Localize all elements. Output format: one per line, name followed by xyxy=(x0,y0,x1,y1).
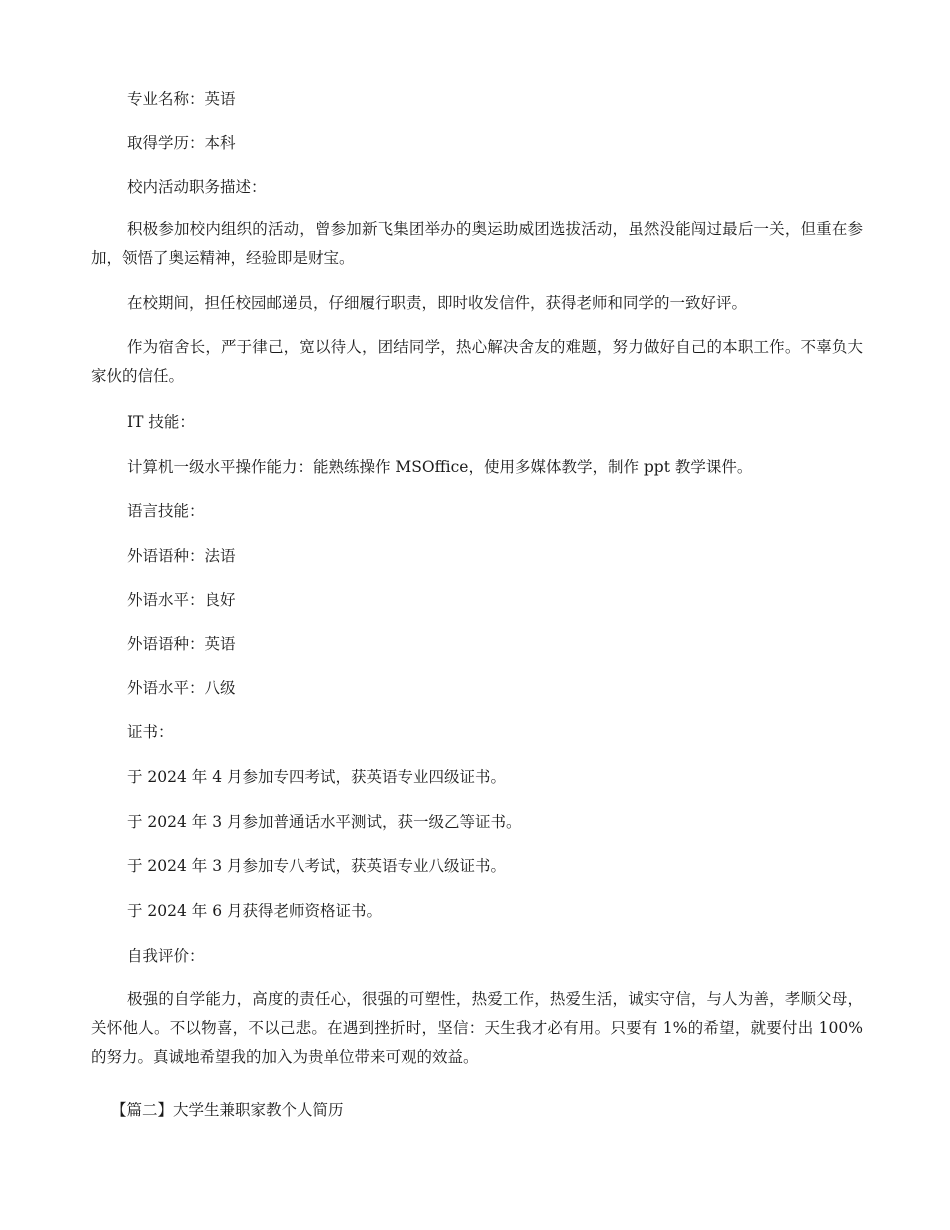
next-section-title: 【篇二】大学生兼职家教个人简历 xyxy=(111,1101,344,1119)
certificate-line-3: 于 2024 年 3 月参加专八考试，获英语专业八级证书。 xyxy=(127,857,507,875)
activity-paragraph-3: 作为宿舍长，严于律己，宽以待人，团结同学，热心解决舍友的难题，努力做好自己的本职工作。不辜负大家伙的信任。 xyxy=(91,338,863,385)
it-skill-line: 计算机一级水平操作能力：能熟练操作 MSOffice，使用多媒体教学，制作 ppt 教学课件。 xyxy=(127,458,753,476)
language-skills-heading: 语言技能： xyxy=(127,502,205,520)
language-line-1: 外语语种：法语 xyxy=(127,547,236,565)
language-line-4: 外语水平：八级 xyxy=(127,679,236,697)
self-evaluation-paragraph: 极强的自学能力，高度的责任心，很强的可塑性，热爱工作，热爱生活，诚实守信，与人为善，孝顺父母，关怀他人。不以物喜，不以己悲。在遇到挫折时，坚信：天生我才必有用。只要有 1%的希望，就要付出 100%的努力。真诚地希望我的加入为贵单位带来可观的效益。 xyxy=(91,990,863,1066)
language-line-3: 外语语种：英语 xyxy=(127,635,236,653)
degree-line: 取得学历：本科 xyxy=(127,134,236,152)
activity-paragraph-1: 积极参加校内组织的活动，曾参加新飞集团举办的奥运助威团选拔活动，虽然没能闯过最后一关，但重在参加，领悟了奥运精神，经验即是财宝。 xyxy=(91,220,863,267)
certificates-heading: 证书： xyxy=(127,723,174,741)
activities-heading: 校内活动职务描述： xyxy=(127,178,267,196)
certificate-line-1: 于 2024 年 4 月参加专四考试，获英语专业四级证书。 xyxy=(127,768,507,786)
major-line: 专业名称：英语 xyxy=(127,90,236,108)
certificate-line-2: 于 2024 年 3 月参加普通话水平测试，获一级乙等证书。 xyxy=(127,813,522,831)
it-skills-heading: IT 技能： xyxy=(127,413,195,431)
activity-paragraph-2: 在校期间，担任校园邮递员，仔细履行职责，即时收发信件，获得老师和同学的一致好评。 xyxy=(127,294,748,312)
self-evaluation-heading: 自我评价： xyxy=(127,947,205,965)
language-line-2: 外语水平：良好 xyxy=(127,591,236,609)
certificate-line-4: 于 2024 年 6 月获得老师资格证书。 xyxy=(127,902,383,920)
